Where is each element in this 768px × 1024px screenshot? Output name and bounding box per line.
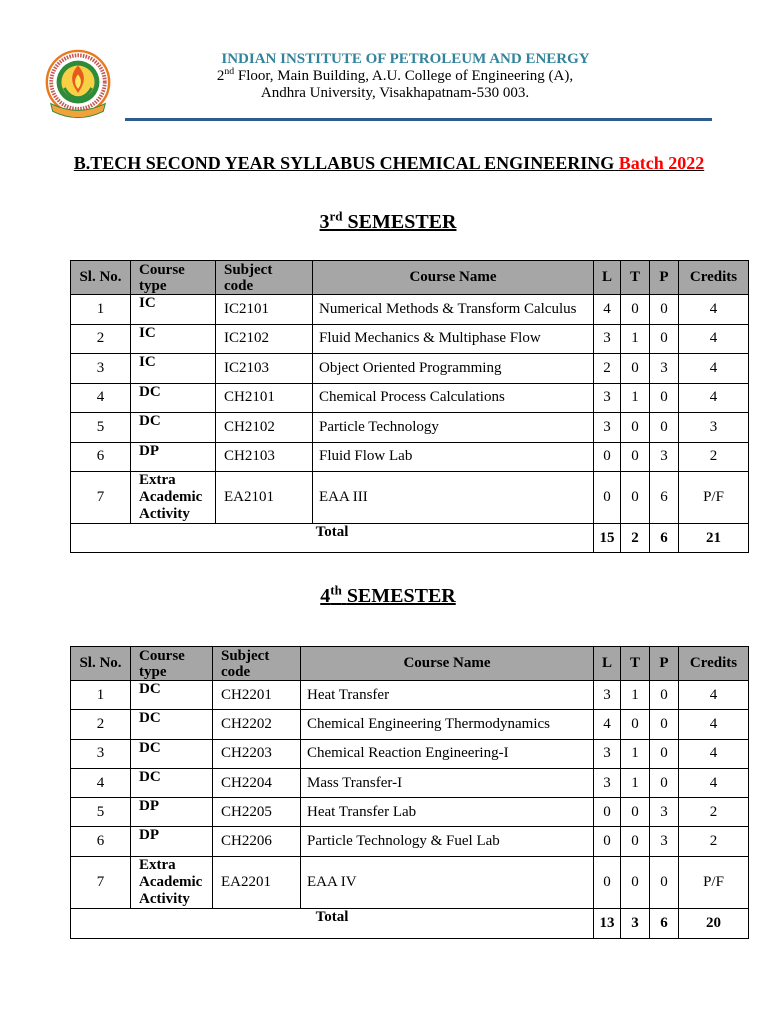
cell-l: 4 (594, 295, 621, 325)
column-header-sl-no: Sl. No. (71, 261, 131, 295)
cell-p: 0 (650, 413, 679, 443)
cell-course-type: DP (131, 798, 213, 827)
cell-p: 6 (650, 472, 679, 524)
table-row (71, 739, 749, 768)
total-credits: 20 (679, 908, 749, 938)
cell-subject-code: EA2101 (216, 472, 313, 524)
cell-subject-code: IC2101 (216, 295, 313, 325)
cell-course-type: DC (131, 681, 213, 710)
cell-p: 0 (650, 710, 679, 739)
column-header-p: P (650, 647, 679, 681)
cell-l: 3 (594, 383, 621, 413)
cell-t: 1 (621, 681, 650, 710)
batch-label: Batch 2022 (618, 153, 705, 173)
cell-sl-no: 4 (71, 383, 131, 413)
cell-p: 0 (650, 856, 679, 908)
semester-number: 3 (319, 211, 330, 233)
cell-l: 0 (594, 472, 621, 524)
total-label: Total (71, 524, 594, 553)
table-row (71, 413, 749, 443)
cell-credits: 4 (679, 681, 749, 710)
table-row (71, 798, 749, 827)
column-header-t: T (621, 647, 650, 681)
cell-sl-no: 5 (71, 413, 131, 443)
cell-subject-code: EA2201 (213, 856, 301, 908)
cell-l: 0 (594, 827, 621, 856)
cell-course-type: DP (131, 827, 213, 856)
cell-l: 0 (594, 856, 621, 908)
cell-l: 0 (594, 442, 621, 472)
cell-course-name: Fluid Mechanics & Multiphase Flow (313, 324, 594, 354)
table-header-row (71, 261, 749, 295)
cell-t: 1 (621, 739, 650, 768)
cell-course-type: DP (131, 442, 216, 472)
cell-course-name: Object Oriented Programming (313, 354, 594, 384)
cell-course-type: DC (131, 710, 213, 739)
cell-sl-no: 5 (71, 798, 131, 827)
cell-credits: 2 (679, 798, 749, 827)
column-header-p: P (650, 261, 679, 295)
cell-l: 2 (594, 354, 621, 384)
cell-course-type: IC (131, 324, 216, 354)
cell-t: 0 (621, 856, 650, 908)
cell-subject-code: CH2103 (216, 442, 313, 472)
cell-t: 1 (621, 768, 650, 797)
table-row (71, 856, 749, 908)
cell-t: 0 (621, 442, 650, 472)
column-header-course-type: Course type (131, 261, 216, 295)
table-row (71, 383, 749, 413)
column-header-subject-code: Subject code (213, 647, 301, 681)
semester-label: SEMESTER (347, 211, 457, 233)
cell-sl-no: 6 (71, 442, 131, 472)
cell-subject-code: CH2206 (213, 827, 301, 856)
cell-course-name: EAA III (313, 472, 594, 524)
semester-suffix: th (330, 582, 342, 598)
cell-credits: 4 (679, 739, 749, 768)
cell-subject-code: CH2102 (216, 413, 313, 443)
cell-credits: 4 (679, 710, 749, 739)
cell-p: 3 (650, 354, 679, 384)
cell-credits: 4 (679, 768, 749, 797)
address-line-2: Andhra University, Visakhapatnam-530 003. (260, 85, 530, 101)
cell-t: 0 (621, 798, 650, 827)
cell-course-type: DC (131, 739, 213, 768)
cell-course-name: Chemical Reaction Engineering-I (301, 739, 594, 768)
semester-4-heading (8, 584, 768, 608)
floor-suffix: nd (224, 66, 235, 77)
cell-t: 0 (621, 295, 650, 325)
table-header-row (71, 647, 749, 681)
total-t: 3 (621, 908, 650, 938)
table-row (71, 354, 749, 384)
total-t: 2 (621, 524, 650, 553)
total-credits: 21 (679, 524, 749, 553)
syllabus-title-text: B.TECH SECOND YEAR SYLLABUS CHEMICAL ENGINEERING (73, 153, 615, 173)
cell-sl-no: 3 (71, 739, 131, 768)
cell-l: 4 (594, 710, 621, 739)
cell-credits: P/F (679, 856, 749, 908)
column-header-subject-code: Subject code (216, 261, 313, 295)
column-header-t: T (621, 261, 650, 295)
cell-p: 0 (650, 681, 679, 710)
semester-number: 4 (320, 585, 331, 607)
column-header-sl-no: Sl. No. (71, 647, 131, 681)
cell-sl-no: 2 (71, 324, 131, 354)
table-row (71, 827, 749, 856)
cell-course-type: Extra Academic Activity (131, 472, 216, 524)
cell-course-name: Chemical Engineering Thermodynamics (301, 710, 594, 739)
cell-p: 0 (650, 383, 679, 413)
cell-p: 0 (650, 768, 679, 797)
cell-sl-no: 6 (71, 827, 131, 856)
total-l: 15 (594, 524, 621, 553)
cell-sl-no: 7 (71, 856, 131, 908)
cell-credits: 2 (679, 442, 749, 472)
cell-course-type: DC (131, 768, 213, 797)
column-header-credits: Credits (679, 647, 749, 681)
cell-course-name: Chemical Process Calculations (313, 383, 594, 413)
cell-t: 0 (621, 354, 650, 384)
cell-sl-no: 1 (71, 295, 131, 325)
cell-l: 3 (594, 681, 621, 710)
cell-p: 0 (650, 295, 679, 325)
semester-3-heading (8, 210, 768, 234)
cell-p: 3 (650, 442, 679, 472)
cell-course-type: IC (131, 295, 216, 325)
cell-course-name: Heat Transfer (301, 681, 594, 710)
cell-course-name: Numerical Methods & Transform Calculus (313, 295, 594, 325)
cell-subject-code: CH2201 (213, 681, 301, 710)
cell-sl-no: 2 (71, 710, 131, 739)
semester-label: SEMESTER (346, 585, 456, 607)
cell-course-name: Particle Technology & Fuel Lab (301, 827, 594, 856)
total-row (71, 908, 749, 938)
table-row (71, 295, 749, 325)
semester-4-course-table (70, 646, 749, 939)
cell-p: 0 (650, 324, 679, 354)
institute-name: INDIAN INSTITUTE OF PETROLEUM AND ENERGY (221, 51, 590, 67)
cell-l: 0 (594, 798, 621, 827)
column-header-credits: Credits (679, 261, 749, 295)
cell-p: 0 (650, 739, 679, 768)
cell-t: 0 (621, 710, 650, 739)
cell-course-name: Heat Transfer Lab (301, 798, 594, 827)
total-l: 13 (594, 908, 621, 938)
floor-number: 2 (216, 68, 225, 84)
cell-subject-code: IC2102 (216, 324, 313, 354)
table-row (71, 710, 749, 739)
cell-p: 3 (650, 827, 679, 856)
table-row (71, 681, 749, 710)
cell-subject-code: CH2202 (213, 710, 301, 739)
cell-subject-code: CH2101 (216, 383, 313, 413)
cell-credits: 4 (679, 295, 749, 325)
cell-subject-code: IC2103 (216, 354, 313, 384)
total-row (71, 524, 749, 553)
cell-course-name: Fluid Flow Lab (313, 442, 594, 472)
cell-subject-code: CH2205 (213, 798, 301, 827)
column-header-course-name: Course Name (313, 261, 594, 295)
column-header-l: L (594, 647, 621, 681)
address-line-1 (100, 67, 690, 85)
cell-course-type: Extra Academic Activity (131, 856, 213, 908)
total-p: 6 (650, 908, 679, 938)
table-row (71, 768, 749, 797)
cell-credits: 4 (679, 324, 749, 354)
cell-t: 0 (621, 413, 650, 443)
semester-3-course-table (70, 260, 749, 553)
cell-sl-no: 3 (71, 354, 131, 384)
cell-credits: 2 (679, 827, 749, 856)
cell-course-name: EAA IV (301, 856, 594, 908)
syllabus-title (20, 152, 758, 174)
column-header-course-name: Course Name (301, 647, 594, 681)
header-divider (125, 118, 712, 121)
table-row (71, 324, 749, 354)
cell-course-type: DC (131, 413, 216, 443)
cell-course-type: DC (131, 383, 216, 413)
column-header-course-type: Course type (131, 647, 213, 681)
cell-p: 3 (650, 798, 679, 827)
cell-l: 3 (594, 768, 621, 797)
address-rest: Floor, Main Building, A.U. College of Engineering (A), (237, 68, 574, 84)
cell-t: 1 (621, 383, 650, 413)
cell-sl-no: 4 (71, 768, 131, 797)
cell-subject-code: CH2203 (213, 739, 301, 768)
cell-l: 3 (594, 324, 621, 354)
cell-course-name: Particle Technology (313, 413, 594, 443)
cell-credits: 3 (679, 413, 749, 443)
cell-l: 3 (594, 413, 621, 443)
cell-sl-no: 1 (71, 681, 131, 710)
cell-subject-code: CH2204 (213, 768, 301, 797)
table-row (71, 442, 749, 472)
cell-credits: 4 (679, 383, 749, 413)
cell-sl-no: 7 (71, 472, 131, 524)
cell-credits: P/F (679, 472, 749, 524)
column-header-l: L (594, 261, 621, 295)
table-row (71, 472, 749, 524)
total-p: 6 (650, 524, 679, 553)
cell-t: 1 (621, 324, 650, 354)
cell-t: 0 (621, 472, 650, 524)
cell-course-type: IC (131, 354, 216, 384)
total-label: Total (71, 908, 594, 938)
cell-l: 3 (594, 739, 621, 768)
cell-t: 0 (621, 827, 650, 856)
cell-credits: 4 (679, 354, 749, 384)
semester-suffix: rd (329, 208, 343, 224)
cell-course-name: Mass Transfer-I (301, 768, 594, 797)
